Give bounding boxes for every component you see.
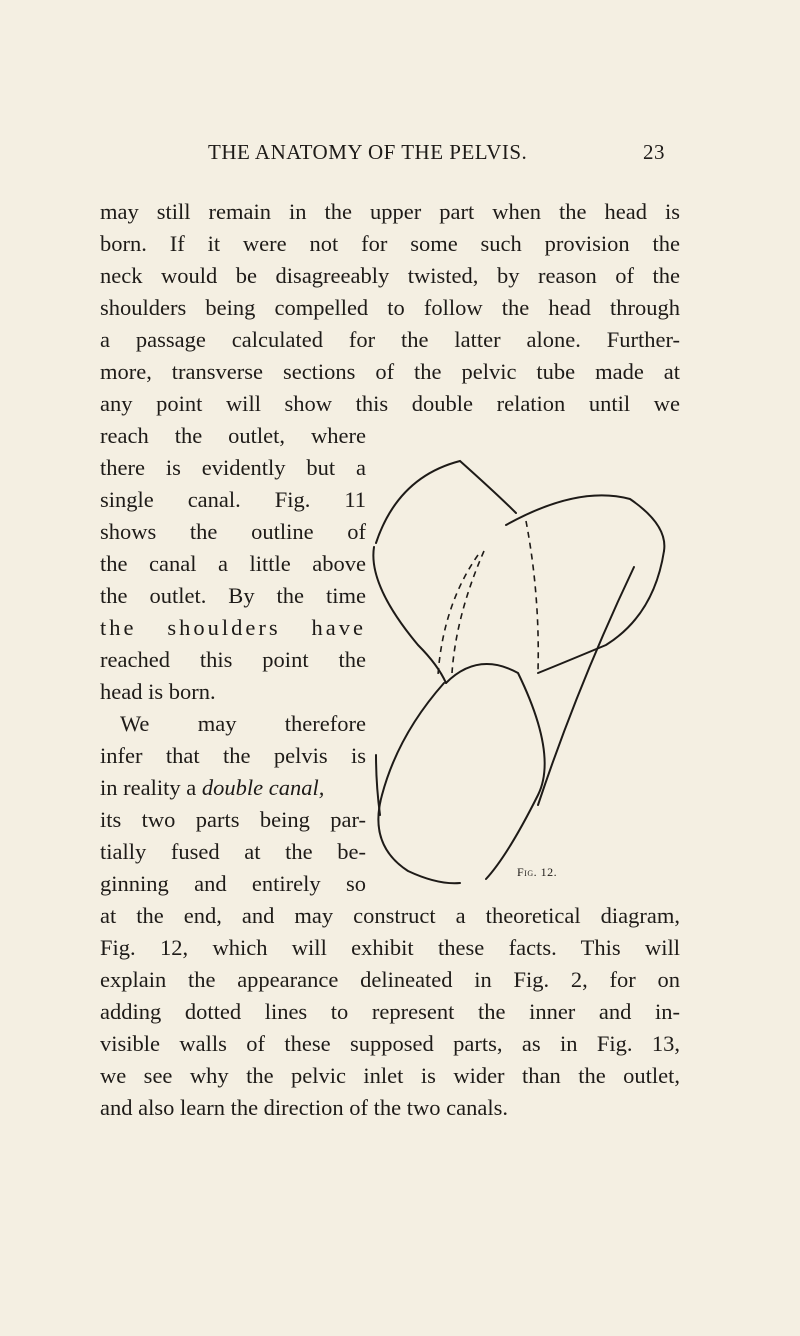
text-line: its two parts being par-	[100, 807, 366, 832]
text-line: shoulders being compelled to follow the head through	[100, 295, 680, 320]
text-line: there is evidently but a	[100, 455, 366, 480]
inner-wall-left	[438, 555, 478, 675]
text-line: explain the appearance delineated in Fig. 2, for on	[100, 967, 680, 992]
figure-caption	[517, 865, 557, 880]
text-line: neck would be disagreeably twisted, by reason of the	[100, 263, 680, 288]
text-line: adding dotted lines to represent the inner and in-	[100, 999, 680, 1024]
outlet-left-wall	[378, 683, 460, 883]
text-line: reached this point the	[100, 647, 366, 672]
caption-number: 12.	[540, 865, 558, 879]
text-line: the shoulders have	[100, 615, 366, 640]
upper-canal-right-lower-wall	[538, 551, 664, 673]
text-line: single canal. Fig. 11	[100, 487, 366, 512]
text-line: may still remain in the upper part when the head is	[100, 199, 680, 224]
text-line: the canal a little above	[100, 551, 366, 576]
header-title: THE ANATOMY OF THE PELVIS.	[208, 140, 528, 164]
page-number: 23	[643, 140, 665, 164]
emphasis-text: double canal,	[201, 775, 325, 800]
text-line: at the end, and may construct a theoretical diagram,	[100, 903, 680, 928]
caption-label: Fig.	[517, 865, 538, 879]
text-line: the outlet. By the time	[100, 583, 366, 608]
upper-canal-left-wall	[376, 461, 516, 543]
text-line: more, transverse sections of the pelvic tube made at	[100, 359, 680, 384]
text-line: any point will show this double relation until we	[100, 391, 680, 416]
text-line: reach the outlet, where	[100, 423, 366, 448]
text-line: head is born.	[100, 679, 216, 704]
double-canal-diagram	[368, 455, 688, 885]
text-line: tially fused at the be-	[100, 839, 366, 864]
lower-left-stroke	[376, 755, 380, 815]
outlet-right-wall	[446, 664, 545, 879]
text-line: We may therefore	[120, 711, 366, 736]
inner-wall-right	[526, 521, 538, 671]
text-line: infer that the pelvis is	[100, 743, 366, 768]
text-line-mixed	[100, 774, 324, 802]
text-line: Fig. 12, which will exhibit these facts. This will	[100, 935, 680, 960]
right-descending-wall	[538, 567, 634, 805]
text-line: we see why the pelvic inlet is wider than the outlet,	[100, 1063, 680, 1088]
text-line: born. If it were not for some such provision the	[100, 231, 680, 256]
text-line: ginning and entirely so	[100, 871, 366, 896]
text-line: and also learn the direction of the two canals.	[100, 1095, 508, 1120]
text-line: visible walls of these supposed parts, as in Fig. 13,	[100, 1031, 680, 1056]
text-line: shows the outline of	[100, 519, 366, 544]
upper-canal-left-lower-wall	[373, 547, 446, 683]
text-line: a passage calculated for the latter alone. Further-	[100, 327, 680, 352]
inner-wall-mid	[452, 551, 484, 673]
text-fragment: in reality a	[100, 775, 197, 800]
upper-canal-right-wall	[506, 495, 664, 551]
